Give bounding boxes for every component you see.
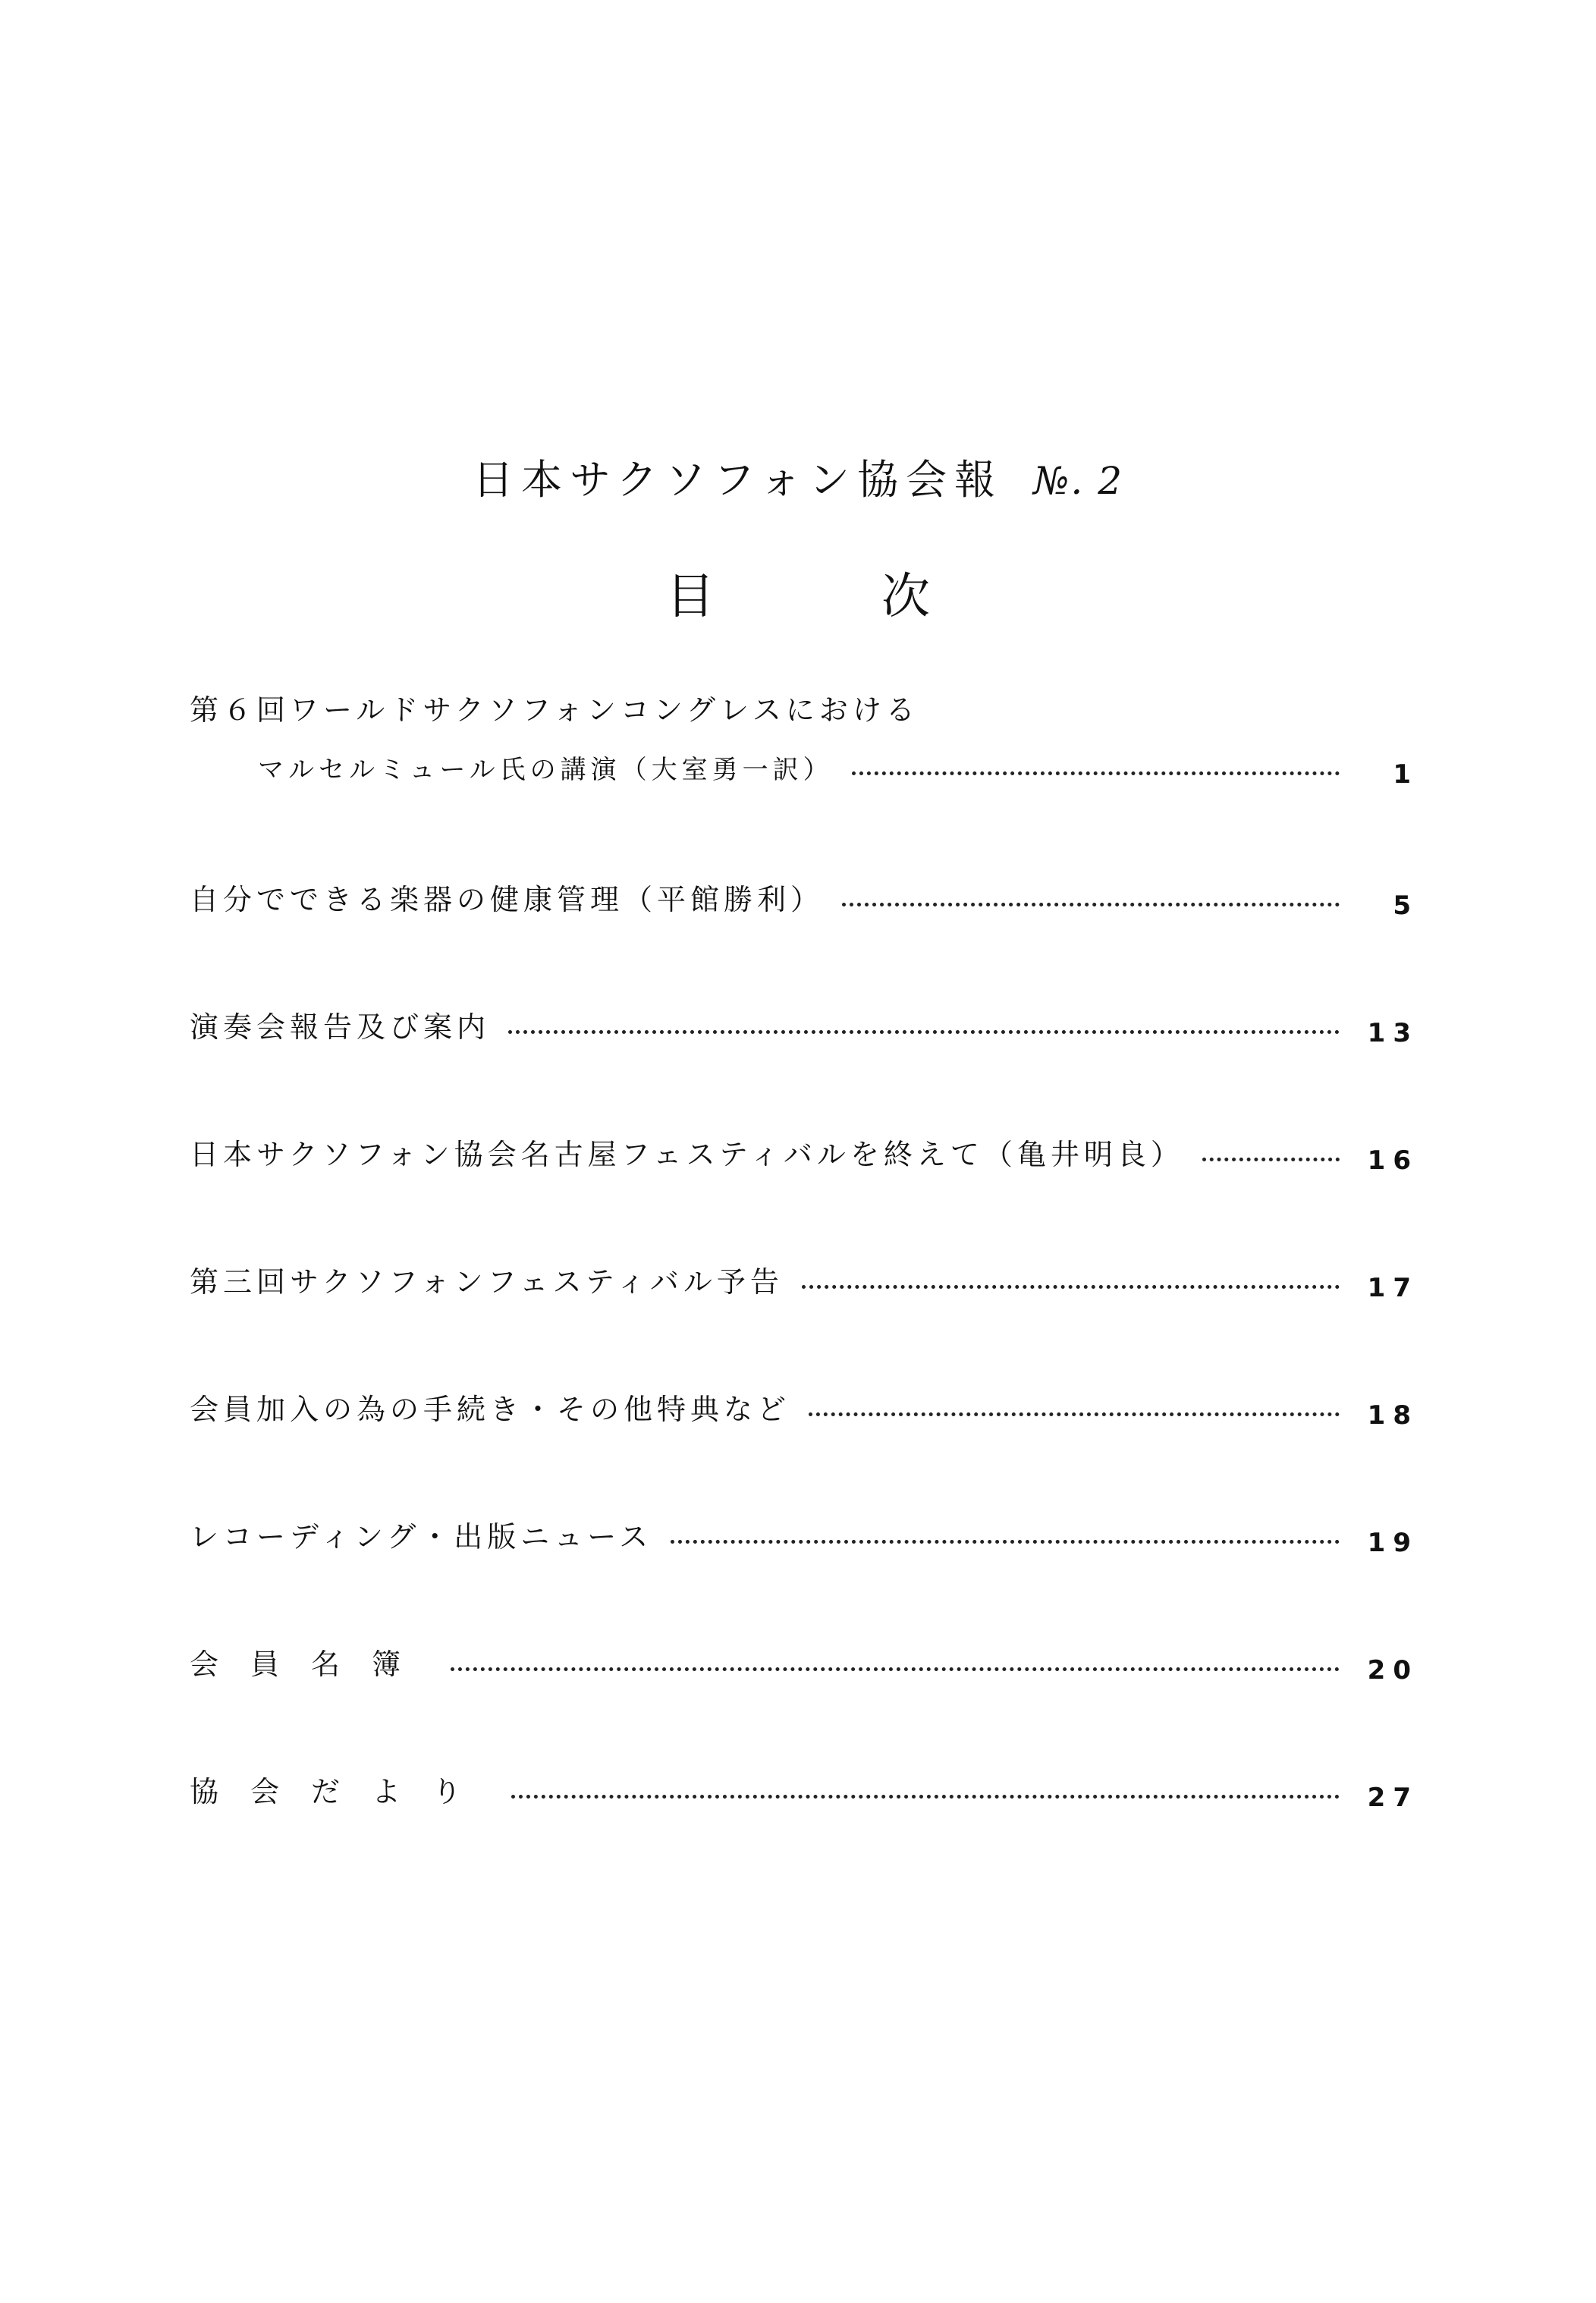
toc-heading <box>0 558 1596 627</box>
dot-leader <box>671 1540 1340 1544</box>
journal-name: 日本サクソフォン協会報 <box>472 456 1004 504</box>
table-of-contents <box>190 687 1418 1896</box>
journal-title <box>0 448 1596 506</box>
toc-entry[interactable] <box>190 1513 1418 1559</box>
dot-leader <box>809 1412 1340 1416</box>
toc-entry[interactable] <box>190 687 1418 794</box>
toc-entry-page: 16 <box>1367 1145 1418 1176</box>
toc-entry-title: 協会だより <box>190 1775 494 1808</box>
toc-entry-page: 27 <box>1367 1783 1418 1813</box>
dot-leader <box>511 1795 1340 1799</box>
toc-entry[interactable] <box>190 1386 1418 1431</box>
toc-entry-line <box>190 1004 1418 1049</box>
toc-entry-line <box>190 1641 1418 1686</box>
toc-entry-line <box>190 1513 1418 1559</box>
toc-entry[interactable] <box>190 1131 1418 1177</box>
toc-entry-title: 第６回ワールドサクソフォンコングレスにおける <box>190 693 919 727</box>
dot-leader <box>451 1667 1340 1671</box>
toc-entry[interactable] <box>190 1641 1418 1686</box>
dot-leader <box>842 903 1340 906</box>
dot-leader <box>852 771 1340 775</box>
toc-entry-page: 17 <box>1367 1273 1418 1303</box>
toc-entry[interactable] <box>190 1004 1418 1049</box>
toc-entry-title: 会員名簿 <box>190 1648 433 1681</box>
toc-entry-line <box>190 876 1418 922</box>
toc-heading-char-2: 次 <box>881 569 930 625</box>
toc-entry-title: 演奏会報告及び案内 <box>190 1010 491 1044</box>
toc-entry-title: レコーディング・出版ニュース <box>190 1520 653 1554</box>
toc-entry-subtitle: マルセルミュール氏の講演（大室勇一訳） <box>258 755 834 785</box>
issue-number: №. 2 <box>1033 459 1124 503</box>
toc-entry-page: 18 <box>1367 1400 1418 1431</box>
dot-leader <box>1202 1158 1340 1161</box>
toc-entry-title: 自分でできる楽器の健康管理（平館勝利） <box>190 883 825 916</box>
toc-entry-page: 20 <box>1367 1655 1418 1686</box>
toc-entry-title: 会員加入の為の手続き・その他特典など <box>190 1393 791 1426</box>
toc-entry-page: 13 <box>1367 1018 1418 1048</box>
toc-entry-title: 第三回サクソフォンフェスティバル予告 <box>190 1265 784 1299</box>
toc-entry-page: 5 <box>1393 891 1418 921</box>
toc-entry-line <box>190 1131 1418 1177</box>
toc-entry-title: 日本サクソフォン協会名古屋フェスティバルを終えて（亀井明良） <box>190 1138 1184 1171</box>
toc-entry[interactable] <box>190 1768 1418 1814</box>
toc-entry-line <box>190 1768 1418 1814</box>
toc-entry-line <box>190 687 1418 732</box>
dot-leader <box>508 1030 1340 1034</box>
dot-leader <box>802 1285 1340 1289</box>
toc-entry[interactable] <box>190 1258 1418 1304</box>
toc-entry[interactable] <box>190 876 1418 922</box>
toc-entry-line <box>190 1258 1418 1304</box>
toc-entry-page: 19 <box>1367 1528 1418 1558</box>
toc-heading-char-1: 目 <box>666 569 715 625</box>
toc-entry-line <box>190 1386 1418 1431</box>
toc-entry-line <box>190 749 1418 794</box>
toc-entry-page: 1 <box>1393 759 1418 790</box>
